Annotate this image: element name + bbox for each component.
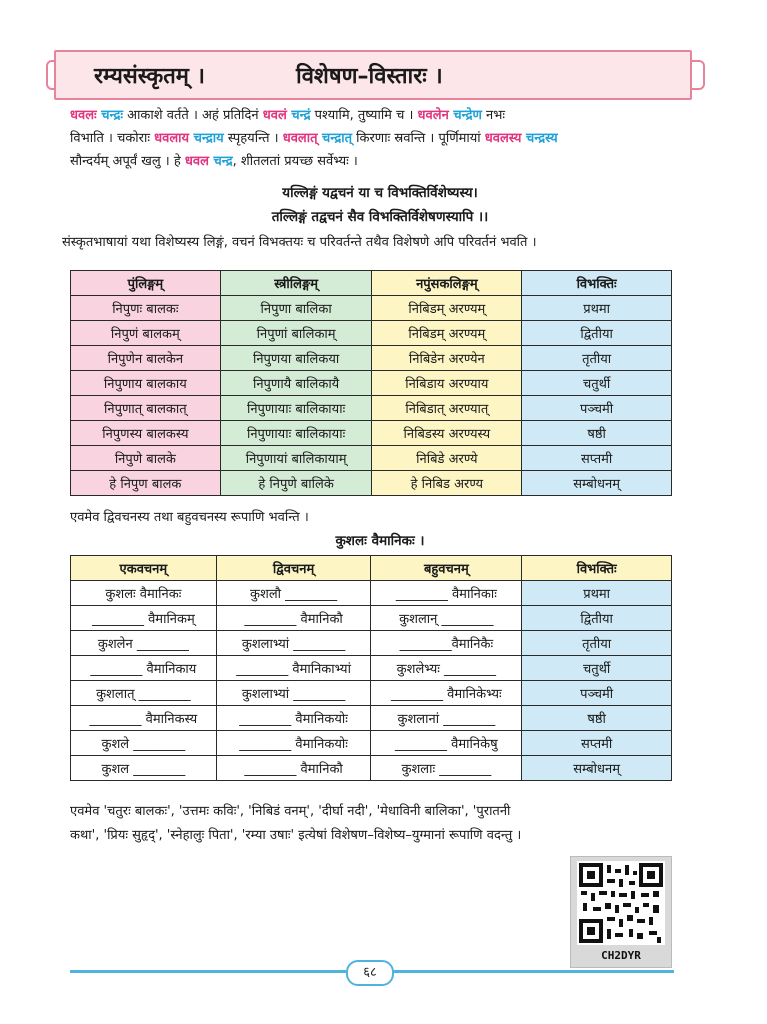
table-cell: कुशले ________ <box>71 731 217 756</box>
table-cell: निपुणे बालके <box>71 446 221 471</box>
table-cell: ________ वैमानिकम् <box>71 606 217 631</box>
table-cell: पञ्चमी <box>522 396 672 421</box>
table-cell: निपुणायाः बालिकायाः <box>220 396 372 421</box>
table-cell: ________ वैमानिकाभ्यां <box>216 656 371 681</box>
table-row <box>71 371 672 396</box>
table-cell: ________ वैमानिकेभ्यः <box>371 681 522 706</box>
table-cell: निबिडम् अरण्यम् <box>372 321 522 346</box>
highlighted-word: चन्द्राय <box>193 131 224 146</box>
qr-code-icon <box>571 857 671 947</box>
table-cell: प्रथमा <box>522 581 672 606</box>
table-cell: ________ वैमानिकौ <box>216 606 371 631</box>
table-cell: कुशलाभ्यां ________ <box>216 681 371 706</box>
table-row <box>71 656 672 681</box>
table-cell: निपुणायै बालिकायै <box>220 371 372 396</box>
table-cell: निपुणस्य बालकस्य <box>71 421 221 446</box>
table-cell: षष्ठी <box>522 421 672 446</box>
table-cell: द्वितीया <box>522 321 672 346</box>
table-cell: ________ वैमानिकयोः <box>216 731 371 756</box>
table-cell: निपुणायां बालिकायाम् <box>220 446 372 471</box>
qr-code <box>570 856 672 968</box>
qr-code-label: CH2DYR <box>601 949 641 962</box>
table-cell: कुशलेभ्यः ________ <box>371 656 522 681</box>
column-header: बहुवचनम् <box>371 556 522 581</box>
table-row <box>71 396 672 421</box>
table-cell: ________वैमानिकैः <box>371 631 522 656</box>
table-cell: सप्तमी <box>522 446 672 471</box>
verse-line-1: यल्लिङ्गं यद्वचनं या च विभक्तिर्विशेष्यस्य। <box>282 185 478 201</box>
column-header: एकवचनम् <box>71 556 217 581</box>
table-row <box>71 296 672 321</box>
section-title: रम्यसंस्कृतम् । <box>94 64 205 89</box>
table-cell: निपुणः बालकः <box>71 296 221 321</box>
highlighted-word: धवलः <box>70 108 102 123</box>
highlighted-word: चन्द्रस्य <box>525 131 558 146</box>
table-cell: कुशलान् ________ <box>371 606 522 631</box>
table-row <box>71 421 672 446</box>
footer-rule-right <box>392 970 674 973</box>
exercise-line-2: कथा', 'प्रियः सुहृद्', 'स्नेहालुः पिता', 'रम्या उषाः' इत्येषां विशेषण–विशेष्य–युग्मानां रूपाणि वदन्तु । <box>70 828 522 843</box>
table-row <box>71 706 672 731</box>
table-cell: ________ वैमानिकस्य <box>71 706 217 731</box>
table-cell: निपुणा बालिका <box>220 296 372 321</box>
table-cell: कुशलाभ्यां ________ <box>216 631 371 656</box>
intro-text: किरणाः स्रवन्ति । पूर्णिमायां <box>352 131 485 146</box>
column-header: स्त्रीलिङ्गम् <box>220 271 372 296</box>
table-row <box>71 321 672 346</box>
table-cell: निपुणां बालिकाम् <box>220 321 372 346</box>
table-cell: निपुणायाः बालिकायाः <box>220 421 372 446</box>
highlighted-word: चन्द्रात् <box>322 131 352 146</box>
table-cell: कुशलानां ________ <box>371 706 522 731</box>
exercise-line-1: एवमेव 'चतुरः बालकः', 'उत्तमः कविः', 'निबिडं वनम्', 'दीर्घा नदी', 'मेधाविनी बालिका', 'पुरातनी <box>70 804 511 819</box>
table-cell: सप्तमी <box>522 731 672 756</box>
table-row <box>71 681 672 706</box>
table-cell: हे निबिड अरण्य <box>372 471 522 496</box>
table-cell: तृतीया <box>522 631 672 656</box>
table-cell: द्वितीया <box>522 606 672 631</box>
highlighted-word: चन्द्रः <box>101 108 124 123</box>
table-cell: निपुणात् बालकात् <box>71 396 221 421</box>
table-cell: चतुर्थी <box>522 656 672 681</box>
rule-text: संस्कृतभाषायां यथा विशेष्यस्य लिङ्गं, वचनं विभक्तयः च परिवर्तन्ते तथैव विशेषणे अपि परिवर्तनं भवति । <box>62 235 537 250</box>
table-cell: कुशलः वैमानिकः <box>71 581 217 606</box>
table-cell: निपुणया बालिकया <box>220 346 372 371</box>
table-cell: निबिडस्य अरण्यस्य <box>372 421 522 446</box>
declension-table-singular <box>70 270 672 496</box>
lesson-title: विशेषण–विस्तारः । <box>296 64 443 89</box>
table-cell: चतुर्थी <box>522 371 672 396</box>
table-cell: निबिडे अरण्ये <box>372 446 522 471</box>
intro-line-2 <box>70 127 690 150</box>
table-cell: षष्ठी <box>522 706 672 731</box>
footer-rule-left <box>70 970 346 973</box>
note-text: एवमेव द्विवचनस्य तथा बहुवचनस्य रूपाणि भवन्ति । <box>70 510 309 525</box>
table-cell: प्रथमा <box>522 296 672 321</box>
table-row <box>71 471 672 496</box>
table-cell: सम्बोधनम् <box>522 756 672 781</box>
intro-text: नभः <box>481 108 506 123</box>
table-cell: तृतीया <box>522 346 672 371</box>
highlighted-word: चन्द्र <box>213 154 233 169</box>
table-cell: ________ वैमानिकाय <box>71 656 217 681</box>
table-cell: सम्बोधनम् <box>522 471 672 496</box>
intro-paragraph <box>70 104 690 173</box>
highlighted-word: चन्द्रेण <box>453 108 482 123</box>
column-header: पुंलिङ्गम् <box>71 271 221 296</box>
highlighted-word: चन्द्रं <box>291 108 311 123</box>
table-row <box>71 446 672 471</box>
table-cell: ________ वैमानिकाः <box>371 581 522 606</box>
intro-text: पश्यामि, तुष्यामि च । <box>310 108 418 123</box>
table2-caption: कुशलः वैमानिकः । <box>335 533 425 549</box>
highlighted-word: धवलस्य <box>484 131 526 146</box>
highlighted-word: धवलात् <box>282 131 323 146</box>
table-row <box>71 606 672 631</box>
page-number: ६८ <box>346 960 394 986</box>
intro-text: विभाति । चकोराः <box>70 131 155 146</box>
table-cell: ________ वैमानिकेषु <box>371 731 522 756</box>
table-cell: निपुणेन बालकेन <box>71 346 221 371</box>
highlighted-word: धवलेन <box>417 108 454 123</box>
title-banner <box>54 50 692 100</box>
intro-line-1 <box>70 104 690 127</box>
table-cell: पञ्चमी <box>522 681 672 706</box>
intro-text: स्पृहयन्ति । <box>223 131 283 146</box>
column-header: द्विवचनम् <box>216 556 371 581</box>
table-cell: कुशल ________ <box>71 756 217 781</box>
table-row <box>71 631 672 656</box>
table-row <box>71 731 672 756</box>
table-cell: कुशलेन ________ <box>71 631 217 656</box>
intro-text: सौन्दर्यम् अपूर्वं खलु । हे <box>70 154 185 169</box>
verse-line-2: तल्लिङ्गं तद्वचनं सैव विभक्तिर्विशेषणस्यापि ।। <box>271 209 489 225</box>
column-header: विभक्तिः <box>522 271 672 296</box>
table-cell: निबिडेन अरण्येन <box>372 346 522 371</box>
column-header: विभक्तिः <box>522 556 672 581</box>
table-cell: निबिडात् अरण्यात् <box>372 396 522 421</box>
column-header: नपुंसकलिङ्गम् <box>372 271 522 296</box>
table-cell: हे निपुण बालक <box>71 471 221 496</box>
table-row <box>71 756 672 781</box>
table-cell: निबिडम् अरण्यम् <box>372 296 522 321</box>
exercise-paragraph <box>70 800 710 848</box>
table-cell: ________ वैमानिकयोः <box>216 706 371 731</box>
table-cell: कुशलाः ________ <box>371 756 522 781</box>
intro-text: आकाशे वर्तते । अहं प्रतिदिनं <box>123 108 263 123</box>
table-cell: हे निपुणे बालिके <box>220 471 372 496</box>
table-row <box>71 581 672 606</box>
declension-exercise-table <box>70 555 672 781</box>
table-cell: कुशलात् ________ <box>71 681 217 706</box>
table-cell: निपुणाय बालकाय <box>71 371 221 396</box>
intro-line-3 <box>70 150 690 173</box>
table-cell: निबिडाय अरण्याय <box>372 371 522 396</box>
highlighted-word: धवलाय <box>154 131 194 146</box>
table-row <box>71 346 672 371</box>
table-cell: कुशलौ ________ <box>216 581 371 606</box>
highlighted-word: धवलं <box>262 108 292 123</box>
highlighted-word: धवल <box>184 154 214 169</box>
intro-text: , शीतलतां प्रयच्छ सर्वेभ्यः । <box>232 154 358 169</box>
table-cell: निपुणं बालकम् <box>71 321 221 346</box>
table-cell: ________ वैमानिकौ <box>216 756 371 781</box>
